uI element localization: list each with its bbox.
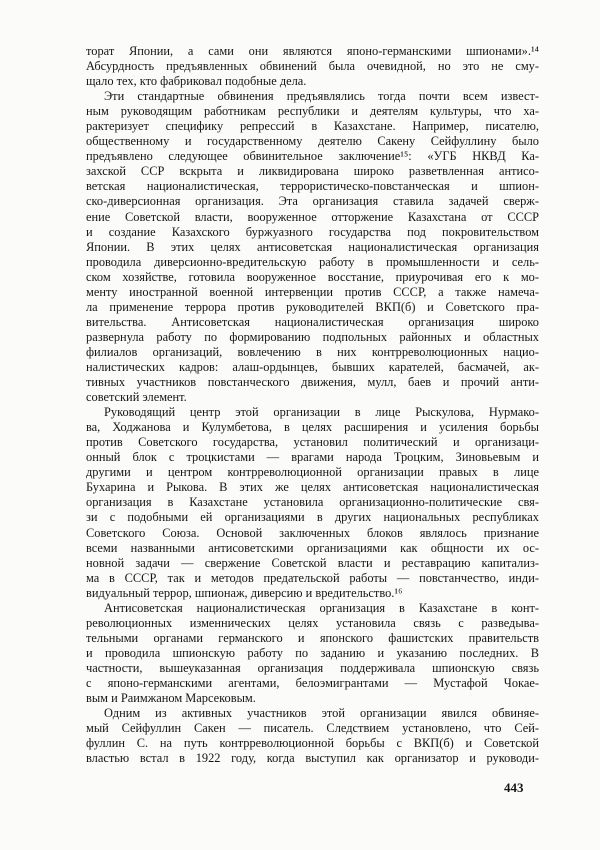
text-line: предъявлено следующее обвинительное заключение¹⁵: «УГБ НКВД Ка- [86, 149, 539, 164]
text-line: ение Советской власти, вооруженное отторжение Казахстана от СССР [86, 209, 539, 224]
text-line: онный блок с троцкистами — врагами народа Троцким, Зиновьевым и [86, 450, 539, 465]
text-line: тельными органами германского и японского фашистских правительств [86, 630, 539, 645]
text-line: революционных изменнических целях установила связь с разведыва- [86, 615, 539, 630]
text-line: Японии. В этих целях антисоветская националистическая организация [86, 239, 539, 254]
text-line: мый Сейфуллин Сакен — писатель. Следствием установлено, что Сей- [86, 721, 539, 736]
text-line: организация в Казахстане установила организационно-политические свя- [86, 495, 539, 510]
text-line: Абсурдность предъявленных обвинений была очевидной, но это не сму- [86, 59, 539, 74]
text-line: менту иностранной военной интервенции против СССР, а также намеча- [86, 284, 539, 299]
text-line: Антисоветская националистическая организация в Казахстане в конт- [104, 600, 539, 615]
text-line: видуальный террор, шпионаж, диверсию и вредительство.¹⁶ [86, 585, 403, 600]
page-body-text [86, 44, 539, 766]
text-line: вительства. Антисоветская националистическая организация широко [86, 314, 539, 329]
text-line: ветская националистическая, террористическо-повстанческая и шпион- [86, 179, 539, 194]
paragraph [86, 706, 539, 766]
text-line: Одним из активных участников этой организации явился обвиняе- [104, 706, 539, 721]
text-line: ском хозяйстве, готовила вооруженное восстание, приурочивая его к мо- [86, 269, 539, 284]
paragraph [86, 405, 539, 601]
text-line: властью встал в 1922 году, когда выступил как организатор и руководи- [86, 751, 539, 766]
text-line: тивных участников повстанческого движения, мулл, баев и прочий анти- [86, 375, 539, 390]
text-line: общественному и государственному деятелю Сакену Сейфуллину было [86, 134, 539, 149]
text-line: ва, Ходжанова и Кулумбетова, в целях расширения и усиления борьбы [86, 420, 539, 435]
text-line: и создание Казахского буржуазного государства под покровительством [86, 224, 539, 239]
text-line: щало тех, кто фабриковал подобные дела. [86, 74, 307, 89]
text-line: проводила диверсионно-вредительскую работу в промышленности и сель- [86, 254, 539, 269]
text-line: Бухарина и Рыкова. В этих же целях антисоветская националистическая [86, 480, 539, 495]
text-line: с японо-германскими агентами, белоэмигрантами — Мустафой Чокае- [86, 675, 539, 690]
text-line: ма в СССР, так и методов предательской работы — повстанчество, инди- [86, 570, 539, 585]
text-line: Руководящий центр этой организации в лице Рыскулова, Нурмако- [104, 405, 539, 420]
text-line: ла применение террора против руководителей ВКП(б) и Советского пра- [86, 299, 539, 314]
paragraph [86, 89, 539, 405]
text-line: новной задачи — свержение Советской власти и реставрацию капитализ- [86, 555, 539, 570]
text-line: частности, вышеуказанная организация поддерживала шпионскую связь [86, 660, 539, 675]
page-number: 443 [504, 780, 524, 795]
text-line: торат Японии, а сами они являются японо-германскими шпионами».¹⁴ [86, 44, 539, 58]
text-line: рактеризует специфику репрессий в Казахстане. Например, писателю, [86, 119, 539, 134]
text-line: против Советского государства, установил политический и организаци- [86, 435, 539, 450]
text-line: захской ССР вскрыта и ликвидирована широко разветвленная антисо- [86, 164, 539, 179]
paragraph [86, 44, 539, 89]
paragraph [86, 601, 539, 706]
text-line: Советского Союза. Основой заключенных блоков являлось признание [86, 525, 539, 540]
text-line: налистических кадров: алаш-ордынцев, бывших карателей, басмачей, ак- [86, 359, 539, 374]
text-line: всеми названными антисоветскими организациями как общности их ос- [86, 540, 539, 555]
text-line: советский элемент. [86, 390, 187, 405]
text-line: вым и Раимжаном Марсековым. [86, 691, 256, 706]
text-line: другими и центром контрреволюционной организации правых в лице [86, 465, 539, 480]
text-line: филиалов организаций, вовлечению в них контрреволюционных нацио- [86, 344, 539, 359]
text-line: Эти стандартные обвинения предъявлялись тогда почти всем извест- [104, 89, 539, 104]
text-line: зи с подобными ей организациями в других национальных республиках [86, 510, 539, 525]
text-line: ным руководящим работникам республики и деятелям культуры, что ха- [86, 104, 539, 119]
text-line: ско-диверсионная организация. Эта организация ставила задачей сверж- [86, 194, 539, 209]
text-line: фуллин С. на путь контрреволюционной борьбы с ВКП(б) и Советской [86, 736, 539, 751]
text-line: развернула работу по формированию подпольных районных и областных [86, 329, 539, 344]
text-line: и проводила шпионскую работу по заданию и указанию последних. В [86, 645, 539, 660]
